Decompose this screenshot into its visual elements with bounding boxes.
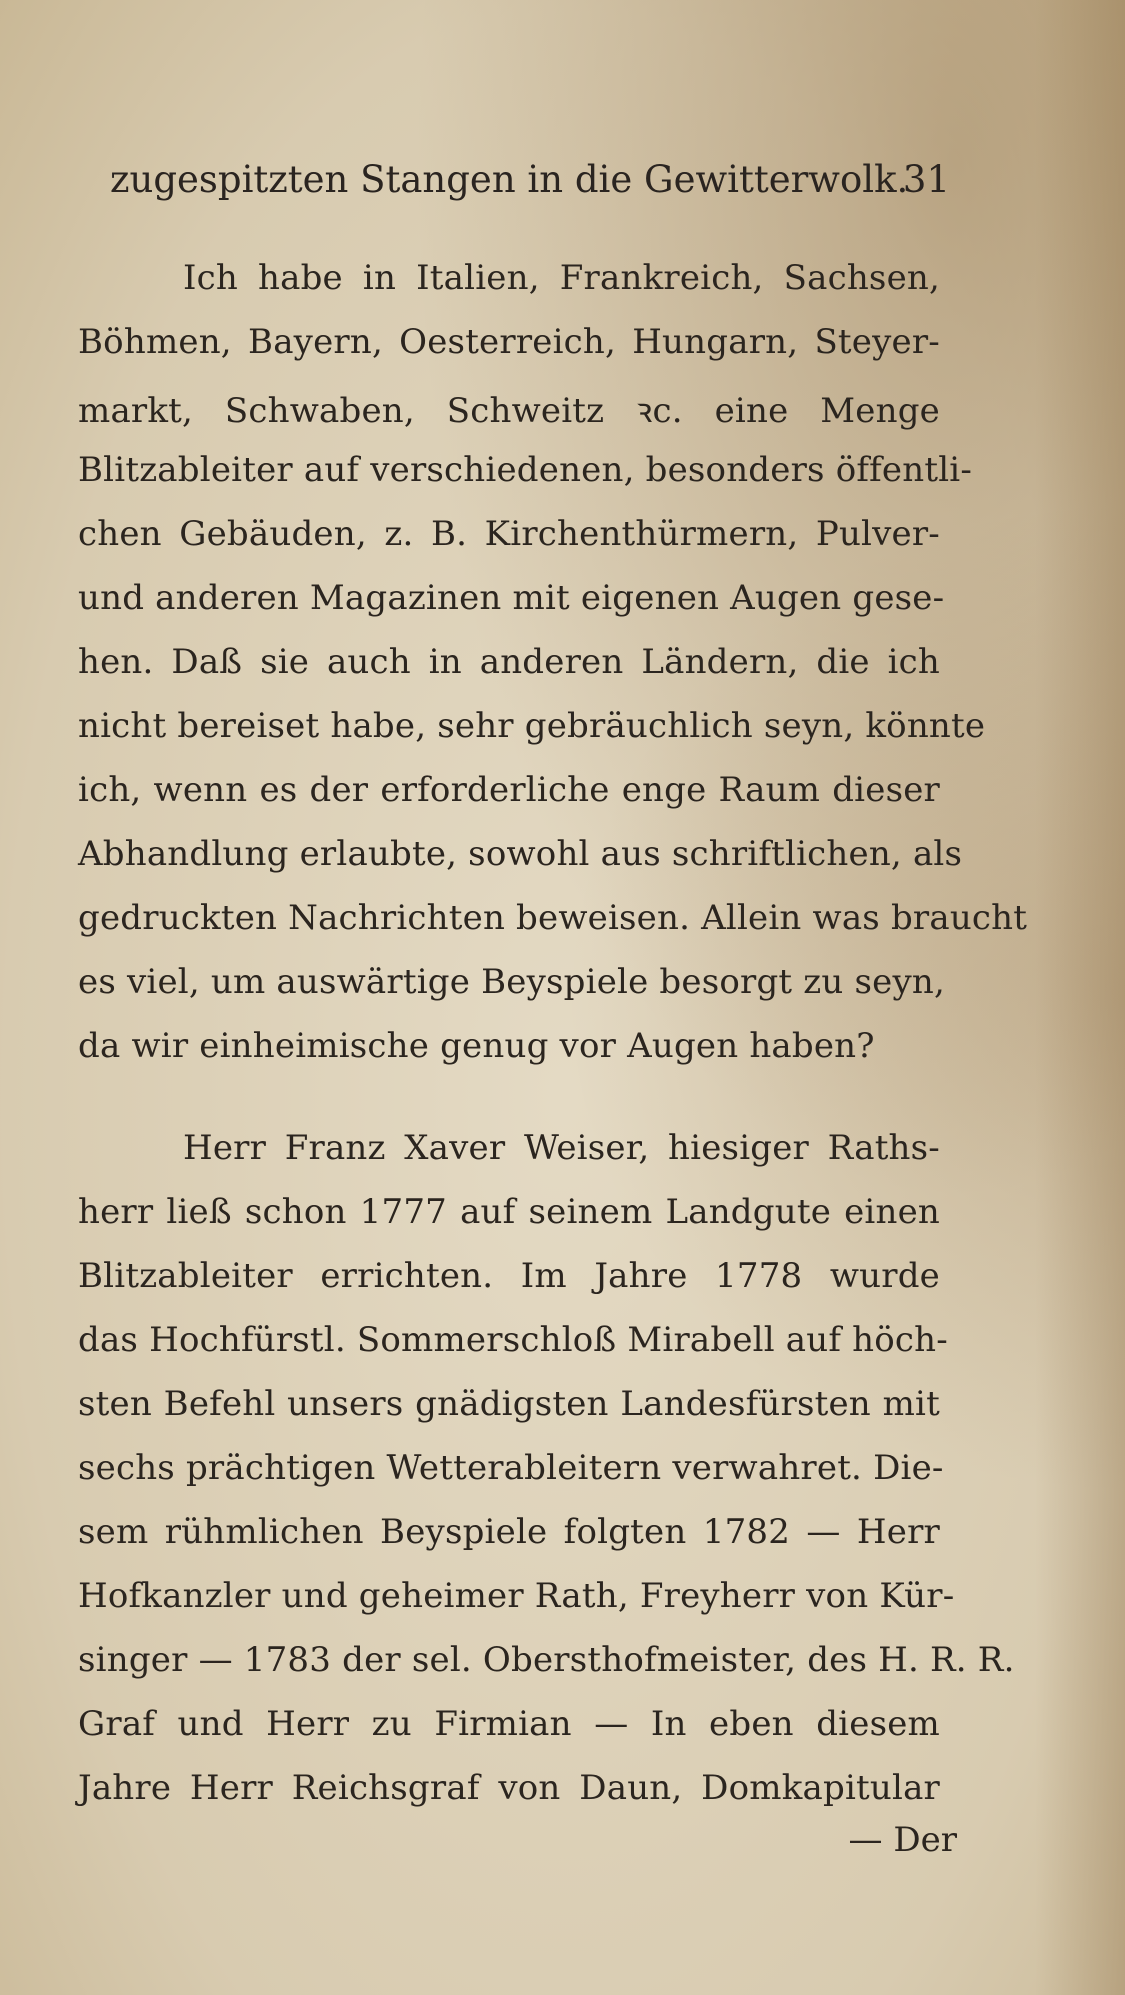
- text-line: Böhmen, Bayern, Oesterreich, Hungarn, Steyer-: [78, 322, 940, 362]
- text-line: Jahre Herr Reichsgraf von Daun, Domkapitular: [78, 1768, 940, 1808]
- text-line: Hofkanzler und geheimer Rath, Freyherr von Kür-: [78, 1576, 955, 1616]
- text-line: sem rühmlichen Beyspiele folgten 1782 — Herr: [78, 1512, 940, 1552]
- text-line: da wir einheimische genug vor Augen haben?: [78, 1026, 875, 1066]
- text-line: das Hochfürstl. Sommerschloß Mirabell auf höch-: [78, 1320, 948, 1360]
- text-line: chen Gebäuden, z. B. Kirchenthürmern, Pulver-: [78, 514, 940, 554]
- text-line: Herr Franz Xaver Weiser, hiesiger Raths-: [183, 1128, 940, 1168]
- text-line: herr ließ schon 1777 auf seinem Landgute einen: [78, 1192, 940, 1232]
- text-line: und anderen Magazinen mit eigenen Augen gese-: [78, 578, 945, 618]
- running-title: zugespitzten Stangen in die Gewitterwolk.: [110, 158, 909, 201]
- text-line: Blitzableiter errichten. Im Jahre 1778 wurde: [78, 1256, 940, 1296]
- text-line: Ich habe in Italien, Frankreich, Sachsen,: [183, 258, 940, 298]
- text-line: sten Befehl unsers gnädigsten Landesfürsten mit: [78, 1384, 940, 1424]
- text-line: es viel, um auswärtige Beyspiele besorgt zu seyn,: [78, 962, 946, 1002]
- catchword: — Der: [848, 1820, 957, 1860]
- text-line: ich, wenn es der erforderliche enge Raum dieser: [78, 770, 940, 810]
- text-line: nicht bereiset habe, sehr gebräuchlich seyn, könnte: [78, 706, 986, 746]
- text-line: sechs prächtigen Wetterableitern verwahret. Die-: [78, 1448, 944, 1488]
- text-line: Abhandlung erlaubte, sowohl aus schriftlichen, als: [78, 834, 963, 874]
- text-line: Graf und Herr zu Firmian — In eben diesem: [78, 1704, 940, 1744]
- page-edge-stain: [1035, 0, 1125, 1995]
- text-line: Blitzableiter auf verschiedenen, besonders öffentli-: [78, 450, 973, 490]
- text-line: hen. Daß sie auch in anderen Ländern, die ich: [78, 642, 940, 682]
- text-line: singer — 1783 der sel. Obersthofmeister, des H. R. R.: [78, 1640, 1015, 1680]
- page-number: 31: [902, 158, 950, 201]
- text-line: markt, Schwaben, Schweitz ꝛc. eine Menge: [78, 391, 940, 431]
- text-line: gedruckten Nachrichten beweisen. Allein was braucht: [78, 898, 1028, 938]
